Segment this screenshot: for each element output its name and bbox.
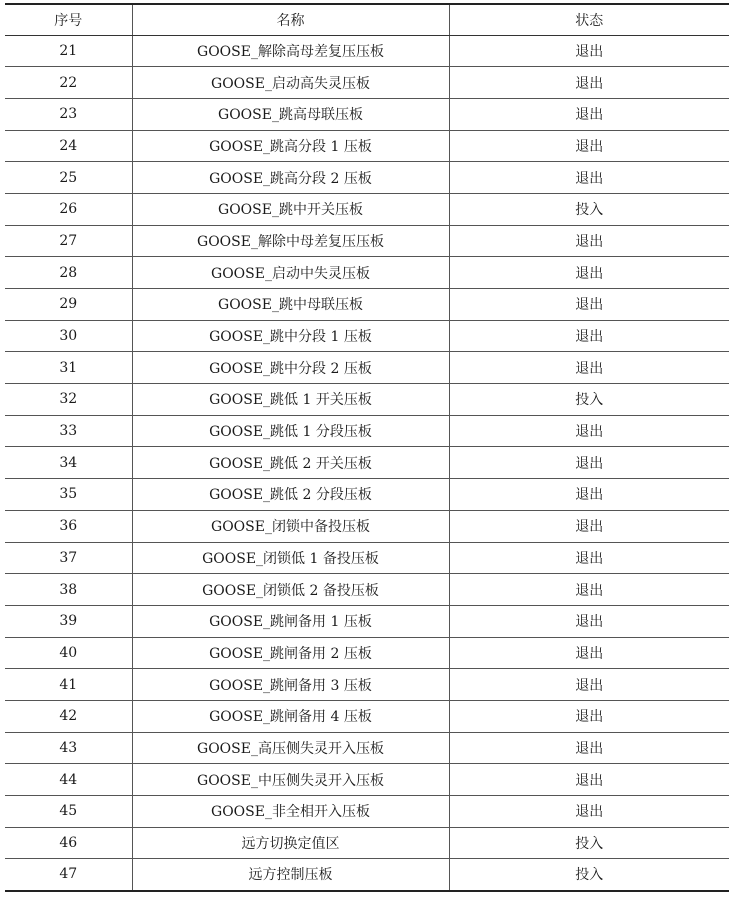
table-row [5,605,729,637]
table-row [5,764,729,796]
table-row [5,289,729,321]
document-page [5,3,729,892]
row-status-cell: 退出 [449,796,729,828]
row-number-cell: 40 [5,637,132,669]
table-row [5,479,729,511]
table-header [5,4,729,35]
row-name-cell: GOOSE_跳闸备用 2 压板 [132,637,449,669]
row-name-cell: GOOSE_高压侧失灵开入压板 [132,732,449,764]
row-number-cell: 28 [5,257,132,289]
row-number-cell: 27 [5,225,132,257]
row-status-cell: 退出 [449,67,729,99]
row-number-cell: 34 [5,447,132,479]
row-name-cell: GOOSE_闭锁低 1 备投压板 [132,542,449,574]
row-status-cell: 退出 [449,352,729,384]
table-row [5,447,729,479]
table-row [5,796,729,828]
row-status-cell: 投入 [449,384,729,416]
row-number-cell: 29 [5,289,132,321]
row-status-cell: 退出 [449,320,729,352]
row-status-cell: 投入 [449,193,729,225]
row-status-cell: 退出 [449,764,729,796]
row-number-cell: 43 [5,732,132,764]
row-name-cell: GOOSE_跳闸备用 3 压板 [132,669,449,701]
row-number-cell: 35 [5,479,132,511]
table-row [5,352,729,384]
row-name-cell: GOOSE_跳低 1 分段压板 [132,415,449,447]
table-row [5,859,729,891]
row-number-cell: 24 [5,130,132,162]
table-row [5,257,729,289]
row-status-cell: 退出 [449,542,729,574]
row-name-cell: GOOSE_启动中失灵压板 [132,257,449,289]
table-row [5,574,729,606]
row-status-cell: 退出 [449,574,729,606]
row-name-cell: GOOSE_跳低 2 分段压板 [132,479,449,511]
row-number-cell: 44 [5,764,132,796]
row-name-cell: GOOSE_跳高分段 1 压板 [132,130,449,162]
row-number-cell: 36 [5,510,132,542]
row-number-cell: 30 [5,320,132,352]
row-status-cell: 退出 [449,732,729,764]
row-status-cell: 退出 [449,98,729,130]
table-row [5,193,729,225]
row-status-cell: 退出 [449,289,729,321]
row-name-cell: GOOSE_跳低 1 开关压板 [132,384,449,416]
row-name-cell: GOOSE_跳闸备用 4 压板 [132,700,449,732]
row-number-cell: 42 [5,700,132,732]
row-name-cell: GOOSE_跳高分段 2 压板 [132,162,449,194]
row-number-cell: 22 [5,67,132,99]
row-status-cell: 退出 [449,162,729,194]
header-row [5,4,729,35]
table-row [5,415,729,447]
row-status-cell: 退出 [449,669,729,701]
row-number-cell: 23 [5,98,132,130]
table-row [5,669,729,701]
row-name-cell: GOOSE_中压侧失灵开入压板 [132,764,449,796]
table-row [5,637,729,669]
table-row [5,162,729,194]
row-name-cell: GOOSE_启动高失灵压板 [132,67,449,99]
table-row [5,384,729,416]
row-name-cell: GOOSE_跳低 2 开关压板 [132,447,449,479]
row-status-cell: 退出 [449,225,729,257]
row-status-cell: 退出 [449,35,729,67]
table-row [5,827,729,859]
table-row [5,130,729,162]
row-name-cell: GOOSE_解除中母差复压压板 [132,225,449,257]
table-row [5,67,729,99]
row-number-cell: 21 [5,35,132,67]
table-body [5,35,729,891]
row-name-cell: 远方控制压板 [132,859,449,891]
row-status-cell: 退出 [449,257,729,289]
column-header-number: 序号 [5,4,132,35]
row-status-cell: 退出 [449,637,729,669]
row-status-cell: 退出 [449,605,729,637]
table-row [5,225,729,257]
row-status-cell: 退出 [449,415,729,447]
row-status-cell: 投入 [449,859,729,891]
row-status-cell: 投入 [449,827,729,859]
row-number-cell: 37 [5,542,132,574]
row-number-cell: 47 [5,859,132,891]
row-status-cell: 退出 [449,700,729,732]
row-name-cell: GOOSE_跳中母联压板 [132,289,449,321]
table-row [5,320,729,352]
column-header-status: 状态 [449,4,729,35]
row-status-cell: 退出 [449,479,729,511]
row-number-cell: 25 [5,162,132,194]
row-number-cell: 33 [5,415,132,447]
row-number-cell: 41 [5,669,132,701]
row-number-cell: 32 [5,384,132,416]
row-name-cell: GOOSE_闭锁低 2 备投压板 [132,574,449,606]
row-name-cell: GOOSE_跳闸备用 1 压板 [132,605,449,637]
row-number-cell: 39 [5,605,132,637]
row-name-cell: 远方切换定值区 [132,827,449,859]
row-number-cell: 31 [5,352,132,384]
row-name-cell: GOOSE_闭锁中备投压板 [132,510,449,542]
table-row [5,700,729,732]
row-number-cell: 45 [5,796,132,828]
row-status-cell: 退出 [449,510,729,542]
table-row [5,732,729,764]
table-row [5,98,729,130]
row-status-cell: 退出 [449,130,729,162]
row-number-cell: 26 [5,193,132,225]
row-name-cell: GOOSE_跳中分段 1 压板 [132,320,449,352]
row-name-cell: GOOSE_跳中开关压板 [132,193,449,225]
row-name-cell: GOOSE_跳中分段 2 压板 [132,352,449,384]
row-name-cell: GOOSE_跳高母联压板 [132,98,449,130]
pressure-plate-table [5,3,729,892]
row-number-cell: 38 [5,574,132,606]
table-row [5,510,729,542]
column-header-name: 名称 [132,4,449,35]
table-row [5,542,729,574]
table-row [5,35,729,67]
row-name-cell: GOOSE_非全相开入压板 [132,796,449,828]
row-name-cell: GOOSE_解除高母差复压压板 [132,35,449,67]
row-status-cell: 退出 [449,447,729,479]
row-number-cell: 46 [5,827,132,859]
